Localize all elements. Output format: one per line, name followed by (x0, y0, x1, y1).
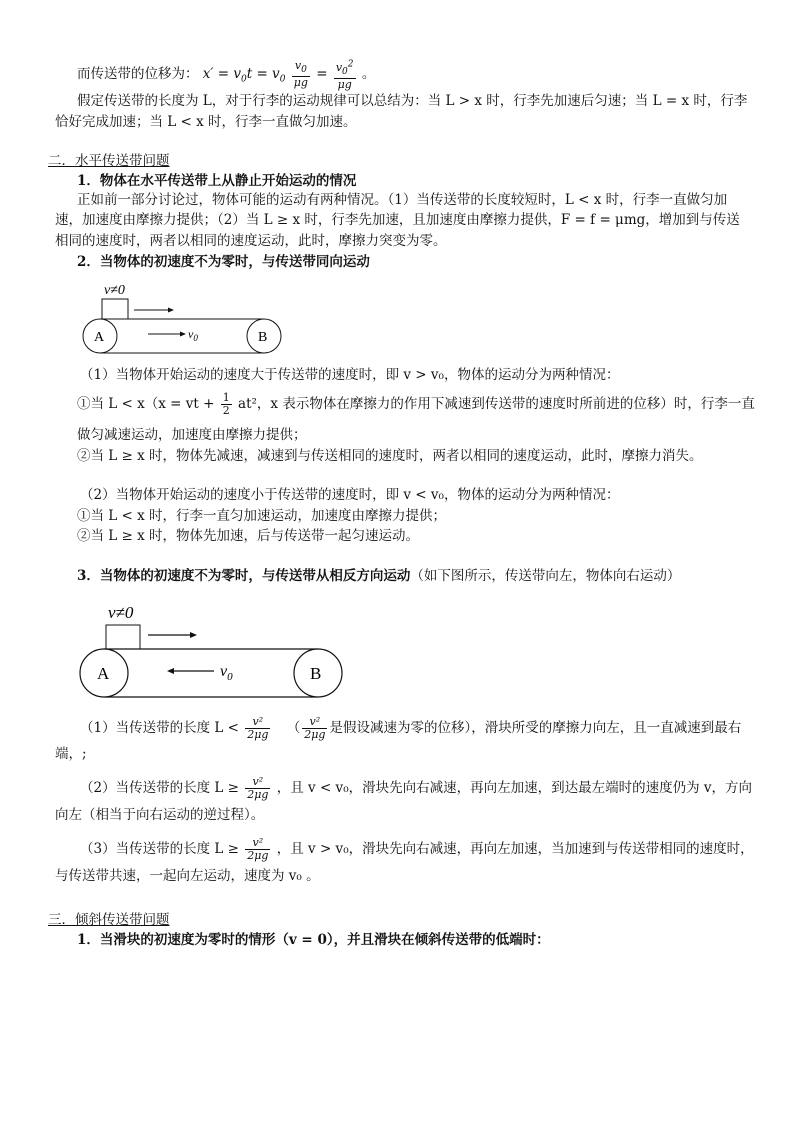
case-3-p1-head: （1）当传送带的长度 L < (80, 720, 239, 736)
fraction-v2-2mug: $\frac{\text{v²}}{2\mu g}$ (304, 715, 326, 741)
belt-displacement-line: 而传送带的位移为： $x' = v_0t = v_0$ $\frac{v_0}{\mu g}$ = $\frac{v_0^2}{\mu g}$ 。 (77, 58, 376, 91)
belt-displacement-label: 而传送带的位移为： (77, 65, 199, 82)
case-2-p1a (77, 392, 755, 417)
section-2-heading: 二．水平传送带问题 (48, 153, 170, 169)
summary-line-1: 假定传送带的长度为 L，对于行李的运动规律可以总结为：当 L > x 时，行李先加速后匀速；当 L = x 时，行李 (77, 93, 748, 109)
pulley-a-label: A (94, 330, 105, 345)
case-3-p3 (80, 837, 754, 862)
case-3-p1 (80, 716, 741, 741)
case-3-p2-head: （2）当传送带的长度 L ≥ (80, 780, 239, 796)
conveyor-diagram-opposite-direction (78, 598, 348, 703)
arrowhead-icon (180, 332, 186, 337)
case-2-p1: （1）当物体开始运动的速度大于传送带的速度时，即 v > v₀，物体的运动分为两种情况： (80, 367, 620, 383)
arrowhead-icon (190, 632, 197, 638)
box-object (102, 299, 128, 319)
summary-line-2: 恰好完成加速；当 L < x 时，行李一直做匀加速。 (55, 114, 357, 130)
box-object (106, 625, 140, 649)
case-1-line-2: 速，加速度由摩擦力提供；（2）当 L ≥ x 时，行李先加速，且加速度由摩擦力提供，F = f = μmg，增加到与传送 (55, 212, 740, 228)
belt-displacement-tail: 。 (361, 65, 376, 82)
section-3-heading: 三．倾斜传送带问题 (48, 912, 170, 928)
case-3-p2-tail: ，且 v < v₀，滑块先向右减速，再向左加速，到达最左端时的速度仍为 v，方向 (276, 780, 753, 796)
section-3-case-1-title: 1．当滑块的初速度为零时的情形（v = 0），并且滑块在倾斜传送带的低端时： (77, 932, 550, 948)
case-2-p1a-head: ①当 L < x（x = vt + (77, 396, 215, 412)
arrowhead-icon (168, 308, 174, 313)
case-2-p2: （2）当物体开始运动的速度小于传送带的速度时，即 v < v₀，物体的运动分为两种情况： (80, 487, 620, 503)
case-2-p1b: ②当 L ≥ x 时，物体先减速，减速到与传送相同的速度时，两者以相同的速度运动，此时，摩擦力消失。 (77, 448, 703, 464)
case-2-p1a-tail: at²，x 表示物体在摩擦力的作用下减速到传送带的速度时所前进的位移）时，行李一直 (238, 396, 755, 412)
case-2-p2a: ①当 L < x 时，行李一直匀加速运动，加速度由摩擦力提供； (77, 508, 447, 524)
case-3-p3-head: （3）当传送带的长度 L ≥ (80, 841, 239, 857)
conveyor-diagram-same-direction (78, 278, 293, 358)
case-3-p3-tail: ，且 v > v₀，滑块先向右减速，再向左加速，当加速到与传送带相同的速度时， (276, 841, 754, 857)
case-2-p1a-line-2: 做匀减速运动，加速度由摩擦力提供； (77, 427, 307, 443)
fraction-v2-2mug: $\frac{\text{v²}}{2\mu g}$ (247, 715, 269, 741)
case-3-p1-line-2: 端，; (55, 746, 87, 762)
case-3-p1-tail: 是假设减速为零的位移），滑块所受的摩擦力向左，且一直减速到最右 (329, 720, 742, 736)
case-3-p1-mid: （ (286, 720, 301, 736)
fraction-half: $\frac{1}{2}$ (222, 391, 230, 417)
initial-velocity-label: v≠0 (104, 283, 125, 298)
case-3-title-line (77, 567, 680, 585)
case-3-title: 3．当物体的初速度不为零时，与传送带从相反方向运动 (77, 568, 411, 584)
belt-velocity-label: $v_0$ (220, 663, 233, 683)
case-3-p2 (80, 776, 752, 801)
fraction-v2-2mug: $\frac{\text{v²}}{2\mu g}$ (247, 775, 269, 801)
case-2-title: 2．当物体的初速度不为零时，与传送带同向运动 (77, 254, 370, 270)
initial-velocity-label: v≠0 (108, 603, 134, 622)
pulley-a-label: A (97, 664, 110, 683)
case-1-line-3: 相同的速度时，两者以相同的速度运动，此时，摩擦力突变为零。 (55, 233, 447, 249)
fraction-v0-mug: $\frac{v_0}{\mu g}$ (293, 58, 308, 90)
case-3-p2-line-2: 向左（相当于向右运动的逆过程）。 (55, 807, 265, 823)
fraction-v2-2mug: $\frac{\text{v²}}{2\mu g}$ (247, 836, 269, 862)
case-2-p2b: ②当 L ≥ x 时，物体先加速，后与传送带一起匀速运动。 (77, 528, 420, 544)
case-3-note: （如下图所示，传送带向左，物体向右运动） (410, 568, 681, 584)
belt-velocity-label: $v_0$ (188, 327, 198, 343)
case-3-p3-line-2: 与传送带共速，一起向左运动，速度为 v₀ 。 (55, 868, 320, 884)
fraction-v0sq-mug: $\frac{v_0^2}{\mu g}$ (335, 59, 354, 91)
pulley-b-label: B (310, 664, 322, 683)
case-1-title: 1．物体在水平传送带上从静止开始运动的情况 (77, 173, 357, 189)
arrowhead-icon (167, 668, 174, 674)
case-1-line-1: 正如前一部分讨论过，物体可能的运动有两种情况。（1）当传送带的长度较短时，L < x 时，行李一直做匀加 (77, 192, 728, 208)
pulley-b-label: B (258, 330, 268, 345)
